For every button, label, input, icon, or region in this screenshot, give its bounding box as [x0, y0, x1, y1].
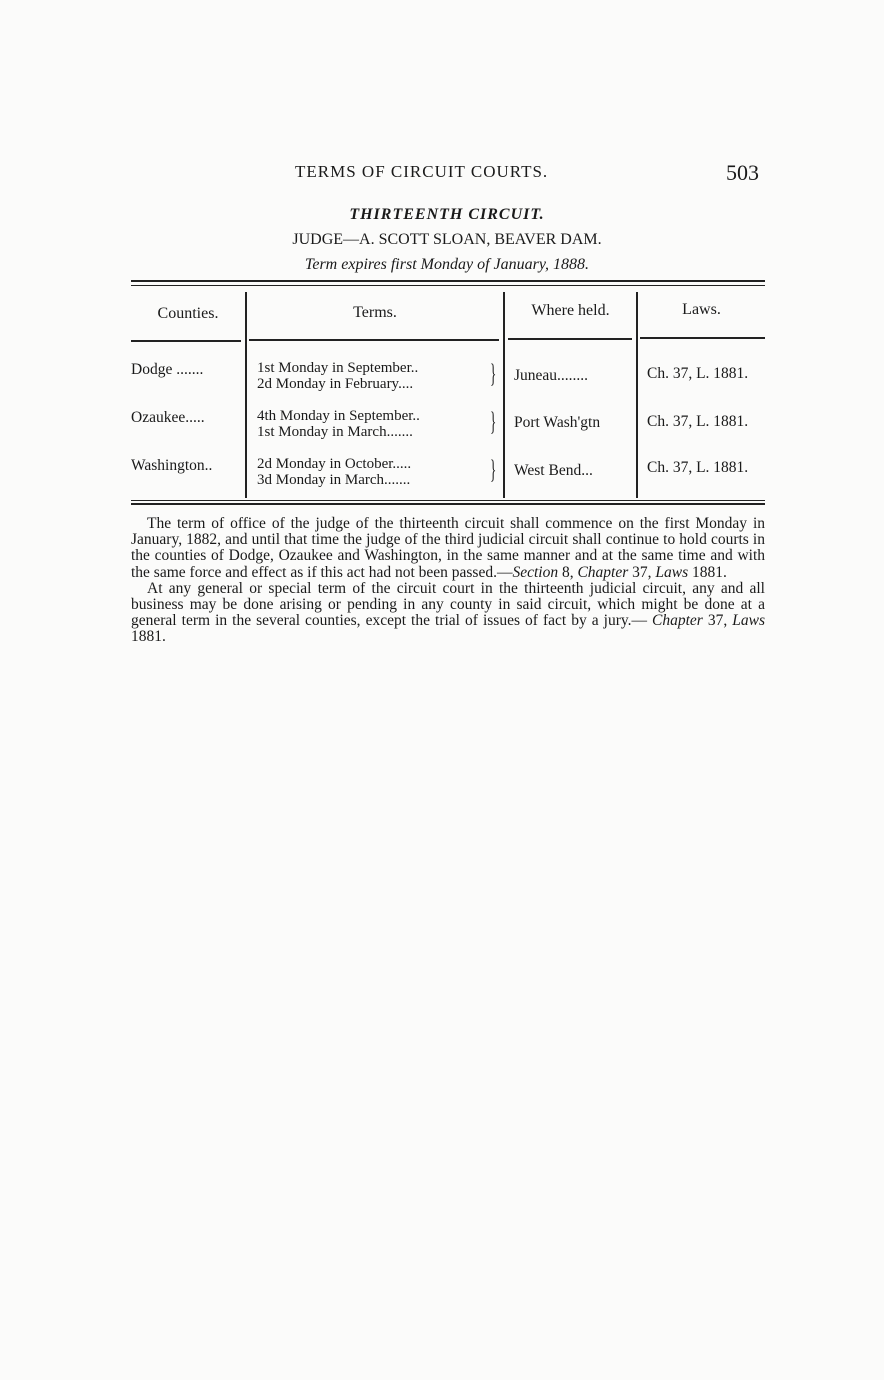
term-line: 2d Monday in February.... — [257, 376, 414, 392]
laws-cell: Ch. 37, L. 1881. — [647, 413, 749, 430]
circuit-title: THIRTEENTH CIRCUIT. — [349, 206, 545, 223]
term-line: 3d Monday in March....... — [257, 472, 411, 488]
column-divider — [245, 292, 247, 498]
header-underline — [640, 337, 765, 339]
table-bottom-rule-thin — [131, 500, 765, 501]
term-expiry-line: Term expires first Monday of January, 1888. — [304, 256, 590, 273]
page-number: 503 — [726, 160, 759, 185]
column-header-where-held: Where held. — [531, 302, 610, 319]
laws-cell: Ch. 37, L. 1881. — [647, 459, 749, 476]
column-divider — [636, 292, 638, 498]
county-cell: Dodge ....... — [131, 361, 204, 378]
county-cell: Ozaukee..... — [131, 409, 205, 426]
laws-cell: Ch. 37, L. 1881. — [647, 365, 749, 382]
where-held-cell: Port Wash'gtn — [514, 414, 601, 431]
terms-cell — [257, 360, 418, 392]
header-underline — [508, 338, 632, 340]
county-cell: Washington.. — [131, 457, 213, 474]
term-line: 4th Monday in September.. — [257, 408, 420, 424]
brace: } — [490, 407, 497, 436]
running-title: TERMS OF CIRCUIT COURTS. — [295, 162, 549, 181]
column-header-laws: Laws. — [682, 301, 721, 318]
term-line: 1st Monday in March....... — [257, 424, 413, 440]
where-held-cell: West Bend... — [514, 462, 593, 479]
brace: } — [490, 359, 497, 388]
column-divider — [503, 292, 505, 498]
where-held-cell: Juneau........ — [514, 367, 589, 384]
table-top-rule — [131, 280, 765, 282]
header-underline — [249, 339, 499, 341]
term-line: 2d Monday in October..... — [257, 456, 412, 472]
term-line: 1st Monday in September.. — [257, 360, 419, 376]
running-head — [0, 160, 884, 190]
note-paragraph: The term of office of the judge of the thirteenth circuit shall commence on the first Monday in January, 1882, and until that time the judge of the third judicial circuit shall continue to hold courts in the counties of Dodge, Ozaukee and Washington, in the same manner and at the same time and with the same force and effect as if this act had not been passed.—Section 8, Chapter 37, Laws 1881. — [131, 515, 765, 581]
brace: } — [490, 455, 497, 484]
header-underline — [131, 340, 241, 342]
table-top-rule-thin — [131, 285, 765, 286]
column-header-terms: Terms. — [353, 304, 397, 321]
terms-cell — [257, 408, 420, 440]
statute-notes — [131, 516, 765, 646]
terms-cell — [257, 456, 411, 488]
note-paragraph: At any general or special term of the circuit court in the thirteenth judicial circuit, any and all business may be done arising or pending in any county in said circuit, which might be done at a general term in the several counties, except the trial of issues of fact by a jury.— Chapter 37, Laws 1881. — [131, 579, 766, 646]
judge-line: JUDGE—A. SCOTT SLOAN, BEAVER DAM. — [292, 231, 602, 248]
column-header-counties: Counties. — [157, 305, 219, 322]
table-bottom-rule — [131, 503, 765, 505]
